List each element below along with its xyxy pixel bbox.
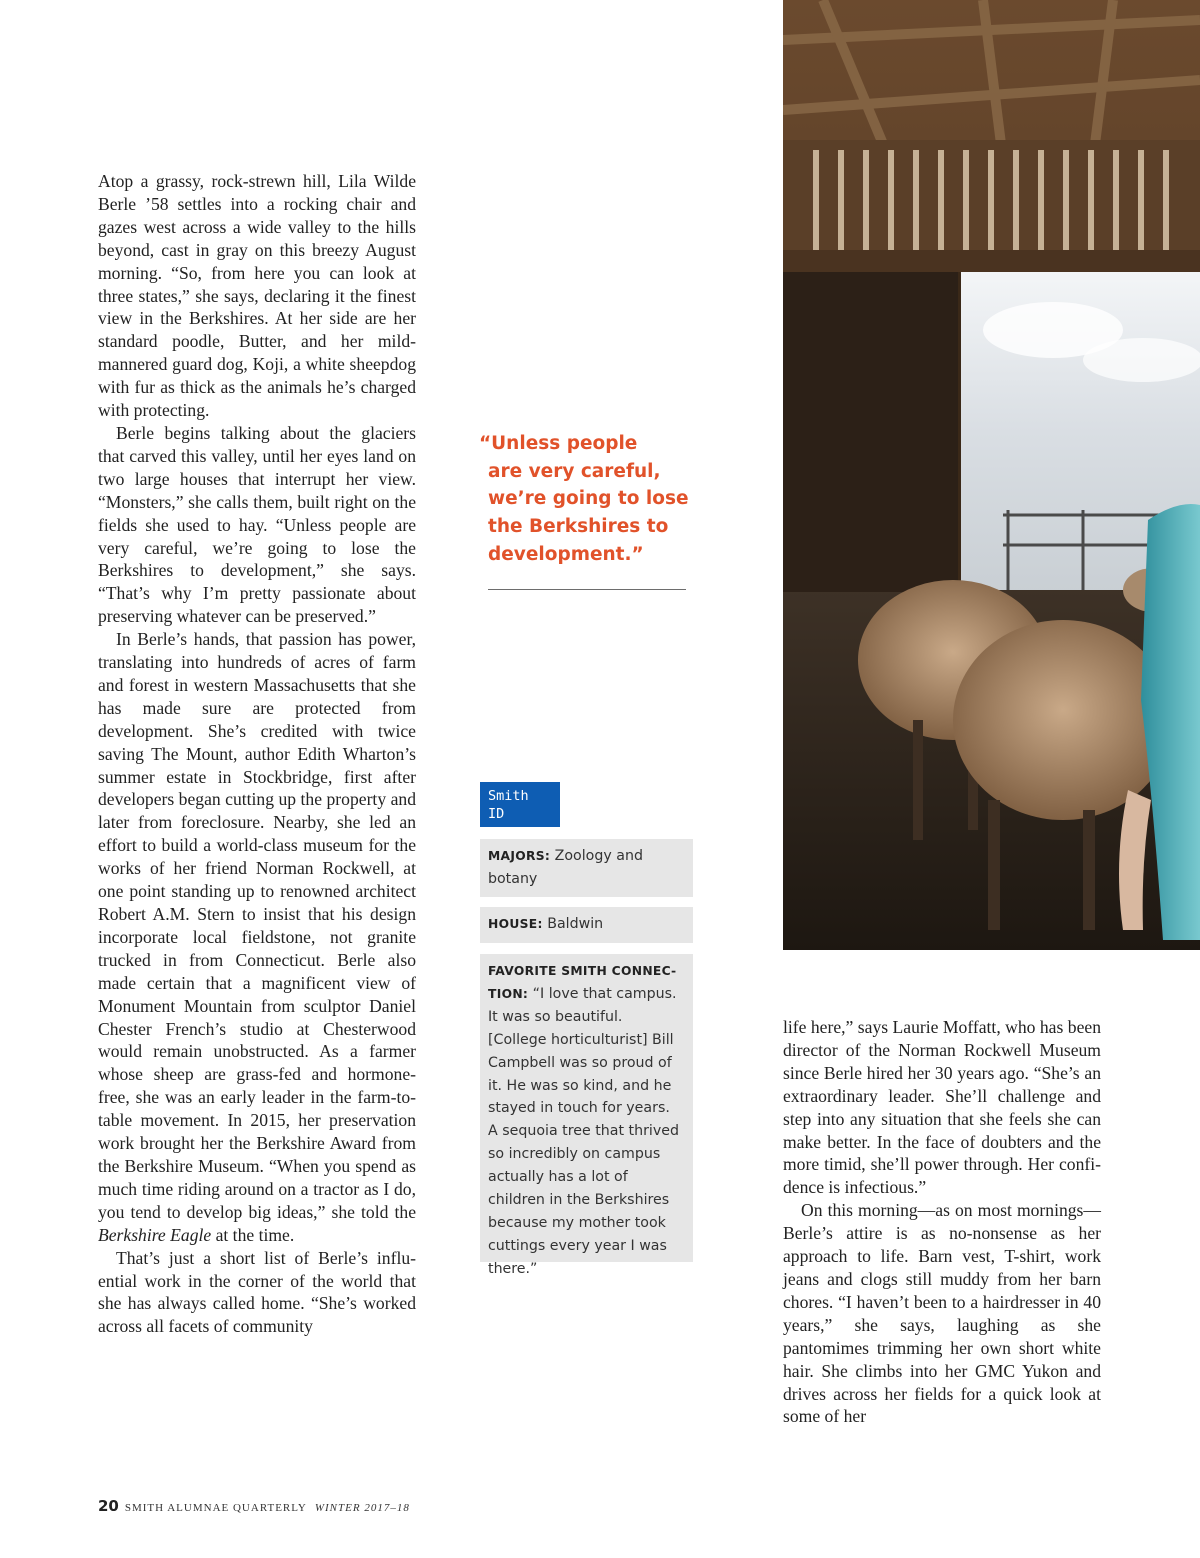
paragraph: On this morning—as on most mornings—Berle’s attire is as no-nonsense as her approach to life. Barn vest, T-shirt, work jeans and clogs still muddy from her barn chores. “I haven’t been to a hairdresser in 40 years,” she says, laughing as she pantomimes trimming her own short white hair. She climbs into her GMC Yukon and drives across her fields for a quick look at some of her <box>783 1200 1101 1427</box>
fact-favorite-connection <box>480 954 693 1277</box>
fact-label: MAJORS: <box>488 849 551 863</box>
fact-label: FAVORITE SMITH CONNECTION: <box>488 964 677 1001</box>
page-number: 20 <box>98 1497 119 1515</box>
fact-majors <box>480 839 693 897</box>
pull-quote-divider <box>488 589 686 590</box>
paragraph: Berle begins talking about the glaciers that carved this valley, until her eyes land on two large houses that interrupt her view. “Monsters,” she calls them, built right on the fields she used to hay. “Unless people are very careful, we’re going to lose the Berkshires to development,” she says. “That’s why I’m pretty passionate about preserving whatever can be preserved.” <box>98 422 416 627</box>
fact-value: “I love that campus. It was so beautiful. [College horticulturist] Bill Campbell was so proud of it. He was so kind, and he stayed in touch for years. A sequoia tree that thrived so incredibly on campus actually has a lot of children in the Berkshires because my mother took cuttings every year I was there.” <box>488 985 679 1277</box>
issue-date: WINTER 2017–18 <box>314 1502 410 1514</box>
paragraph: That’s just a short list of Berle’s influential work in the corner of the world that she has always called home. “She’s worked across all facets of community <box>98 1247 416 1337</box>
fact-label: HOUSE: <box>488 917 543 931</box>
fact-value: Zoology and botany <box>488 848 643 887</box>
publication-title: Berkshire Eagle <box>98 1224 212 1245</box>
publication-name: SMITH ALUMNAE QUARTERLY <box>124 1502 307 1514</box>
paragraph: In Berle’s hands, that passion has power, translating into hundreds of acres of farm and forest in western Massachusetts that she has made sure are protected from development. She’s credited with twice saving The Mount, author Edith Wharton’s summer estate in Stockbridge, first after developers began cutting up the property and later from foreclosure. Nearby, she led an effort to build a world-class museum for the works of her friend Norman Rockwell, at one point standing up to renowned architect Robert A.M. Stern to insist that his design incorporate local fieldstone, not granite trucked in from Connecticut. Berle also made certain that a magnificent view of Monument Mountain from sculptor Daniel Chester French’s studio at Chesterwood would remain unobstructed. As a farmer whose sheep are grass-fed and hormone-free, she was an early leader in the farm-to-table movement. In 2015, her preservation work brought her the Berkshire Award from the Berkshire Museum. “When you spend as much time riding around on a tractor as I do, you tend to develop big ideas,” she told the Berkshire Eagle at the time. <box>98 629 416 1245</box>
paragraph: life here,” says Laurie Moffatt, who has been director of the Norman Rockwell Museum since Berle hired her 30 years ago. “She’s an extraordinary leader. She’ll challenge and step into any situation that she feels she can make better. In the face of doubters and the more timid, she’ll power through. Her confidence is infectious.” <box>783 1017 1101 1198</box>
page-footer <box>98 1497 410 1515</box>
article-body-right <box>783 1016 1101 1428</box>
fact-house <box>480 907 693 943</box>
smith-id-badge: Smith ID <box>480 782 560 827</box>
pull-quote: “Unless people are very careful, we’re going to lose the Berkshires to development.” <box>479 433 689 565</box>
article-body-left <box>98 170 416 1338</box>
paragraph: Atop a grassy, rock-strewn hill, Lila Wilde Berle ’58 settles into a rocking chair and gazes west across a wide valley to the hills beyond, cast in gray on this breezy August morning. “So, from here you can look at three states,” she says, declaring it the finest view in the Berkshires. At her side are her standard poodle, Butter, and her mild-mannered guard dog, Koji, a white sheepdog with fur as thick as the animals he’s charged with protecting. <box>98 171 416 421</box>
photo-illustration <box>783 0 1200 950</box>
barn-sheep-photo <box>783 0 1200 950</box>
fact-value: Baldwin <box>547 916 604 932</box>
